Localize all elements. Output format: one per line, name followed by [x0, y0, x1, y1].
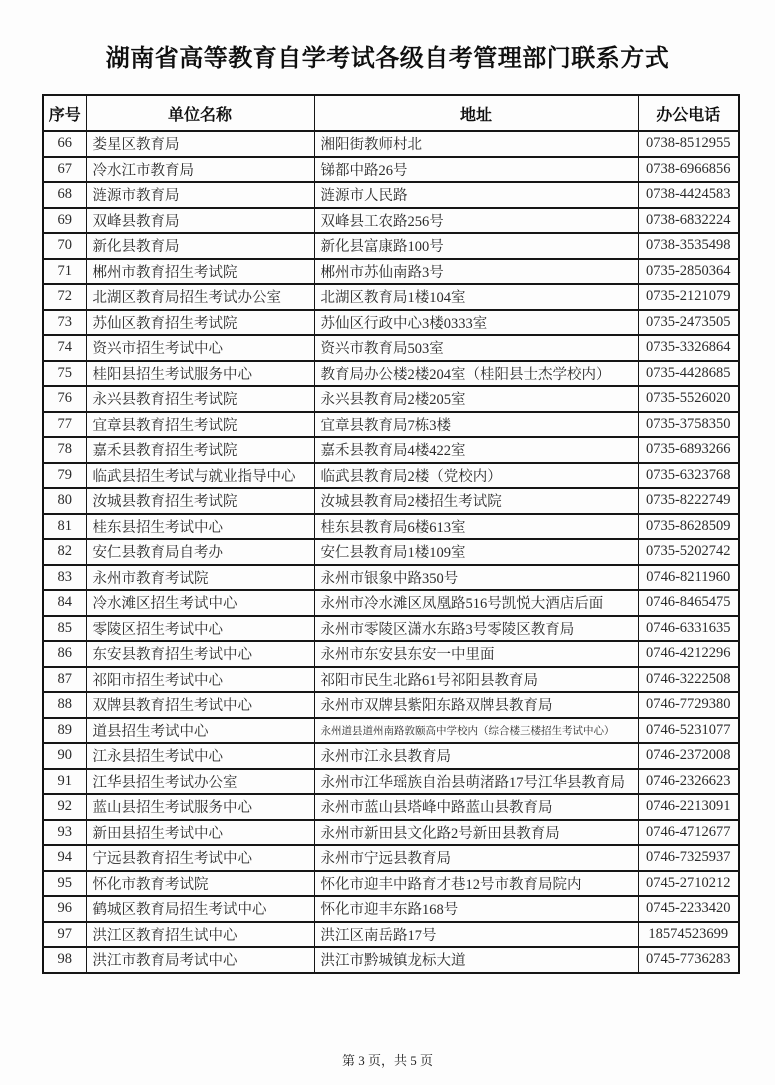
address-cell: 安仁县教育局1楼109室 [314, 539, 638, 565]
unit-name-cell: 冷水江市教育局 [86, 157, 314, 183]
row-number-cell: 86 [43, 641, 86, 667]
contacts-table-body [43, 131, 739, 973]
phone-cell: 0746-2326623 [638, 769, 739, 795]
unit-name-cell: 宁远县教育招生考试中心 [86, 845, 314, 871]
unit-name-cell: 桂阳县招生考试服务中心 [86, 361, 314, 387]
unit-name-cell: 永州市教育考试院 [86, 565, 314, 591]
table-row [43, 871, 739, 897]
row-number-cell: 68 [43, 182, 86, 208]
address-cell: 湘阳街教师村北 [314, 131, 638, 157]
address-cell: 永州市宁远县教育局 [314, 845, 638, 871]
unit-name-cell: 怀化市教育考试院 [86, 871, 314, 897]
row-number-cell: 96 [43, 896, 86, 922]
table-row [43, 769, 739, 795]
phone-cell: 0746-2213091 [638, 794, 739, 820]
unit-name-cell: 宜章县教育招生考试院 [86, 412, 314, 438]
row-number-cell: 93 [43, 820, 86, 846]
row-number-cell: 84 [43, 590, 86, 616]
phone-cell: 0738-4424583 [638, 182, 739, 208]
table-row [43, 437, 739, 463]
phone-cell: 0735-5526020 [638, 386, 739, 412]
phone-cell: 0735-5202742 [638, 539, 739, 565]
row-number-cell: 78 [43, 437, 86, 463]
phone-cell: 0745-7736283 [638, 947, 739, 973]
address-cell: 永兴县教育局2楼205室 [314, 386, 638, 412]
table-row [43, 259, 739, 285]
contacts-table-header [43, 95, 739, 131]
table-row [43, 794, 739, 820]
address-cell: 涟源市人民路 [314, 182, 638, 208]
address-cell: 教育局办公楼2楼204室（桂阳县士杰学校内） [314, 361, 638, 387]
table-row [43, 361, 739, 387]
unit-name-cell: 蓝山县招生考试服务中心 [86, 794, 314, 820]
phone-cell: 0746-4212296 [638, 641, 739, 667]
address-cell: 苏仙区行政中心3楼0333室 [314, 310, 638, 336]
row-number-cell: 90 [43, 743, 86, 769]
table-row [43, 412, 739, 438]
phone-cell: 0735-2121079 [638, 284, 739, 310]
phone-cell: 0746-7325937 [638, 845, 739, 871]
page-title: 湖南省高等教育自学考试各级自考管理部门联系方式 [105, 45, 670, 72]
unit-name-cell: 桂东县招生考试中心 [86, 514, 314, 540]
table-row [43, 182, 739, 208]
table-row [43, 233, 739, 259]
row-number-cell: 83 [43, 565, 86, 591]
address-cell: 桂东县教育局6楼613室 [314, 514, 638, 540]
phone-cell: 0738-6832224 [638, 208, 739, 234]
row-number-cell: 72 [43, 284, 86, 310]
row-number-cell: 75 [43, 361, 86, 387]
address-cell: 永州市冷水滩区凤凰路516号凯悦大酒店后面 [314, 590, 638, 616]
unit-name-cell: 安仁县教育局自考办 [86, 539, 314, 565]
table-row [43, 539, 739, 565]
phone-cell: 0735-3326864 [638, 335, 739, 361]
table-row [43, 641, 739, 667]
address-cell: 宜章县教育局7栋3楼 [314, 412, 638, 438]
unit-name-cell: 洪江市教育局考试中心 [86, 947, 314, 973]
unit-name-cell: 双牌县教育招生考试中心 [86, 692, 314, 718]
page-number: 第 3 页，共 5 页 [341, 1053, 433, 1068]
unit-name-cell: 郴州市教育招生考试院 [86, 259, 314, 285]
unit-name-cell: 汝城县教育招生考试院 [86, 488, 314, 514]
row-number-cell: 73 [43, 310, 86, 336]
phone-cell: 0735-3758350 [638, 412, 739, 438]
row-number-cell: 97 [43, 922, 86, 948]
address-cell: 锑都中路26号 [314, 157, 638, 183]
table-row [43, 922, 739, 948]
phone-cell: 0735-6323768 [638, 463, 739, 489]
unit-name-cell: 临武县招生考试与就业指导中心 [86, 463, 314, 489]
header-serial-number: 序号 [43, 95, 86, 131]
table-row [43, 718, 739, 744]
phone-cell: 0746-3222508 [638, 667, 739, 693]
address-cell: 永州市江永县教育局 [314, 743, 638, 769]
table-row [43, 284, 739, 310]
row-number-cell: 80 [43, 488, 86, 514]
row-number-cell: 95 [43, 871, 86, 897]
unit-name-cell: 资兴市招生考试中心 [86, 335, 314, 361]
address-cell: 嘉禾县教育局4楼422室 [314, 437, 638, 463]
phone-cell: 0746-8211960 [638, 565, 739, 591]
row-number-cell: 92 [43, 794, 86, 820]
address-cell: 永州市蓝山县塔峰中路蓝山县教育局 [314, 794, 638, 820]
row-number-cell: 77 [43, 412, 86, 438]
unit-name-cell: 双峰县教育局 [86, 208, 314, 234]
address-cell: 怀化市迎丰中路育才巷12号市教育局院内 [314, 871, 638, 897]
address-cell: 新化县富康路100号 [314, 233, 638, 259]
table-row [43, 310, 739, 336]
table-row [43, 896, 739, 922]
unit-name-cell: 嘉禾县教育招生考试院 [86, 437, 314, 463]
address-cell: 永州市新田县文化路2号新田县教育局 [314, 820, 638, 846]
header-address: 地址 [314, 95, 638, 131]
table-row [43, 208, 739, 234]
table-row [43, 386, 739, 412]
phone-cell: 0745-2710212 [638, 871, 739, 897]
table-row [43, 820, 739, 846]
table-row [43, 616, 739, 642]
table-row [43, 157, 739, 183]
table-row [43, 514, 739, 540]
row-number-cell: 66 [43, 131, 86, 157]
unit-name-cell: 北湖区教育局招生考试办公室 [86, 284, 314, 310]
row-number-cell: 98 [43, 947, 86, 973]
unit-name-cell: 新田县招生考试中心 [86, 820, 314, 846]
header-row [43, 95, 739, 131]
table-row [43, 463, 739, 489]
unit-name-cell: 道县招生考试中心 [86, 718, 314, 744]
phone-cell: 0738-6966856 [638, 157, 739, 183]
phone-cell: 0735-8628509 [638, 514, 739, 540]
address-cell: 永州市双牌县紫阳东路双牌县教育局 [314, 692, 638, 718]
address-cell: 永州道县道州南路敦颐高中学校内（综合楼三楼招生考试中心） [314, 718, 638, 744]
unit-name-cell: 东安县教育招生考试中心 [86, 641, 314, 667]
unit-name-cell: 零陵区招生考试中心 [86, 616, 314, 642]
unit-name-cell: 娄星区教育局 [86, 131, 314, 157]
table-row [43, 667, 739, 693]
address-cell: 永州市东安县东安一中里面 [314, 641, 638, 667]
phone-cell: 0735-2850364 [638, 259, 739, 285]
unit-name-cell: 江华县招生考试办公室 [86, 769, 314, 795]
phone-cell: 0738-8512955 [638, 131, 739, 157]
row-number-cell: 74 [43, 335, 86, 361]
phone-cell: 18574523699 [638, 922, 739, 948]
address-cell: 永州市零陵区潇水东路3号零陵区教育局 [314, 616, 638, 642]
table-row [43, 692, 739, 718]
row-number-cell: 87 [43, 667, 86, 693]
address-cell: 祁阳市民生北路61号祁阳县教育局 [314, 667, 638, 693]
unit-name-cell: 冷水滩区招生考试中心 [86, 590, 314, 616]
unit-name-cell: 永兴县教育招生考试院 [86, 386, 314, 412]
table-row [43, 743, 739, 769]
row-number-cell: 70 [43, 233, 86, 259]
phone-cell: 0746-6331635 [638, 616, 739, 642]
unit-name-cell: 鹤城区教育局招生考试中心 [86, 896, 314, 922]
row-number-cell: 67 [43, 157, 86, 183]
table-row [43, 335, 739, 361]
address-cell: 郴州市苏仙南路3号 [314, 259, 638, 285]
phone-cell: 0746-2372008 [638, 743, 739, 769]
phone-cell: 0735-8222749 [638, 488, 739, 514]
unit-name-cell: 涟源市教育局 [86, 182, 314, 208]
phone-cell: 0746-5231077 [638, 718, 739, 744]
table-row [43, 131, 739, 157]
phone-cell: 0746-4712677 [638, 820, 739, 846]
unit-name-cell: 洪江区教育招生试中心 [86, 922, 314, 948]
row-number-cell: 79 [43, 463, 86, 489]
unit-name-cell: 祁阳市招生考试中心 [86, 667, 314, 693]
row-number-cell: 69 [43, 208, 86, 234]
row-number-cell: 91 [43, 769, 86, 795]
address-cell: 临武县教育局2楼（党校内） [314, 463, 638, 489]
address-cell: 洪江区南岳路17号 [314, 922, 638, 948]
row-number-cell: 71 [43, 259, 86, 285]
header-office-phone: 办公电话 [638, 95, 739, 131]
table-row [43, 845, 739, 871]
table-row [43, 947, 739, 973]
phone-cell: 0735-2473505 [638, 310, 739, 336]
address-cell: 永州市银象中路350号 [314, 565, 638, 591]
row-number-cell: 88 [43, 692, 86, 718]
header-unit-name: 单位名称 [86, 95, 314, 131]
address-cell: 永州市江华瑶族自治县萌渚路17号江华县教育局 [314, 769, 638, 795]
unit-name-cell: 江永县招生考试中心 [86, 743, 314, 769]
row-number-cell: 94 [43, 845, 86, 871]
phone-cell: 0746-8465475 [638, 590, 739, 616]
phone-cell: 0735-4428685 [638, 361, 739, 387]
row-number-cell: 85 [43, 616, 86, 642]
address-cell: 北湖区教育局1楼104室 [314, 284, 638, 310]
address-cell: 汝城县教育局2楼招生考试院 [314, 488, 638, 514]
phone-cell: 0735-6893266 [638, 437, 739, 463]
table-row [43, 565, 739, 591]
row-number-cell: 76 [43, 386, 86, 412]
address-cell: 资兴市教育局503室 [314, 335, 638, 361]
row-number-cell: 81 [43, 514, 86, 540]
phone-cell: 0745-2233420 [638, 896, 739, 922]
address-cell: 怀化市迎丰东路168号 [314, 896, 638, 922]
table-row [43, 488, 739, 514]
row-number-cell: 89 [43, 718, 86, 744]
unit-name-cell: 新化县教育局 [86, 233, 314, 259]
unit-name-cell: 苏仙区教育招生考试院 [86, 310, 314, 336]
address-cell: 洪江市黔城镇龙标大道 [314, 947, 638, 973]
phone-cell: 0738-3535498 [638, 233, 739, 259]
row-number-cell: 82 [43, 539, 86, 565]
phone-cell: 0746-7729380 [638, 692, 739, 718]
address-cell: 双峰县工农路256号 [314, 208, 638, 234]
table-row [43, 590, 739, 616]
contacts-table [42, 94, 740, 974]
